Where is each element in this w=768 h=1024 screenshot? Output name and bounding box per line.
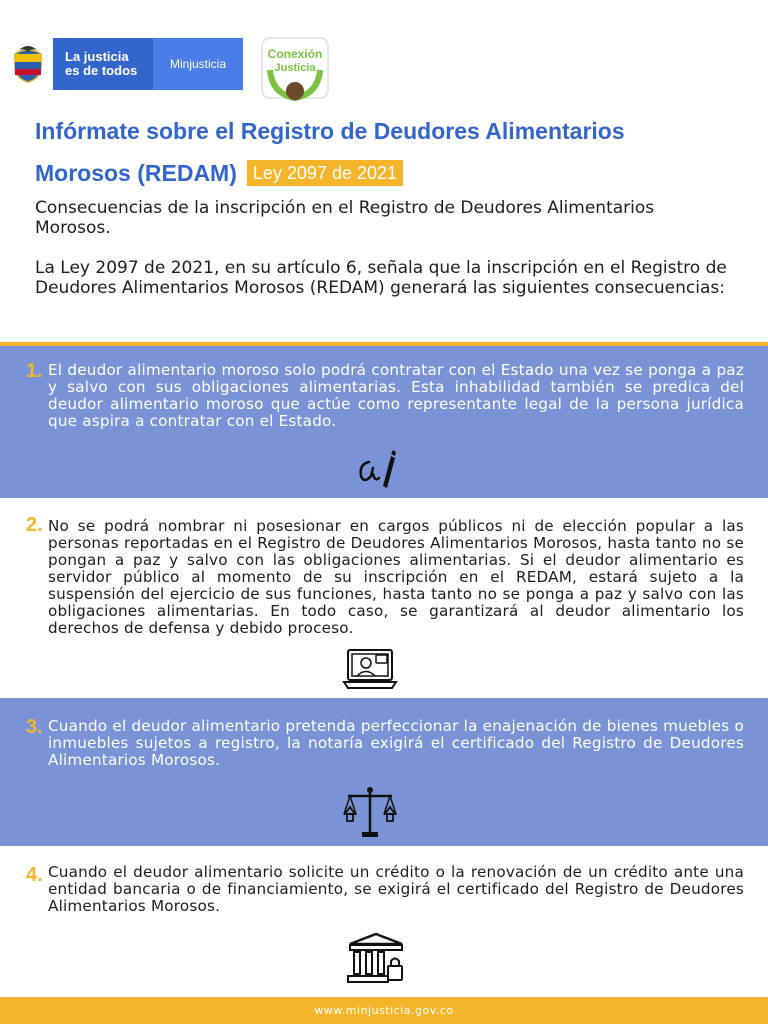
intro-paragraph-2: La Ley 2097 de 2021, en su artículo 6, señala que la inscripción en el Registro de Deudores Alimentarios Morosos (REDAM) generará las siguientes consecuencias: bbox=[35, 258, 727, 298]
signature-pen-icon bbox=[355, 450, 399, 494]
footer-url[interactable]: www.minjusticia.gov.co bbox=[0, 997, 768, 1024]
item-text: Cuando el deudor alimentario solicite un crédito o la renovación de un crédito ante una entidad bancaria o de financiamiento, se exigirá el certificado del Registro de Deudores Alimentarios Morosos. bbox=[48, 863, 744, 915]
title-line2: Morosos (REDAM) bbox=[35, 160, 237, 186]
item-text: No se podrá nombrar ni posesionar en cargos públicos ni de elección popular a las personas reportadas en el Registro de Deudores Alimentarios Morosos, hasta tanto no se pongan a paz y salvo con las obligaciones alimentarias. Si el deudor alimentario es servidor público al momento de su inscripción en el REDAM, estará sujeto a la suspensión del ejercicio de sus funciones, hasta tanto no se ponga a paz y salvo con las obligaciones alimentarias. En todo caso, se garantizará al deudor alimentario los derechos de defensa y debido proceso. bbox=[48, 517, 744, 637]
logo-line1: Conexión bbox=[267, 47, 323, 61]
item-number: 1. bbox=[26, 360, 43, 382]
government-logo-bar bbox=[3, 38, 243, 90]
scale-houses-icon bbox=[340, 784, 400, 844]
gov-slogan-line1: La justicia bbox=[65, 49, 129, 64]
consequence-item-3 bbox=[0, 698, 768, 846]
item-text: Cuando el deudor alimentario pretenda perfeccionar la enajenación de bienes muebles o inmuebles sujetos a registro, la notaría exigirá el certificado del Registro de Deudores Alimentarios Morosos. bbox=[48, 717, 744, 769]
colombia-coat-of-arms-icon bbox=[3, 38, 53, 90]
item-number: 3. bbox=[26, 716, 43, 738]
item-number: 4. bbox=[26, 864, 43, 886]
item-text: El deudor alimentario moroso solo podrá contratar con el Estado una vez se ponga a paz y salvo con sus obligaciones alimentarias. Esta inhabilidad también se predica del deudor alimentario moroso que actúe como representante legal de la persona jurídica que aspira a contratar con el Estado. bbox=[48, 361, 744, 430]
laptop-user-icon bbox=[342, 646, 398, 694]
gov-slogan bbox=[53, 38, 153, 90]
intro-text bbox=[35, 198, 735, 318]
title-line2-row bbox=[35, 152, 735, 194]
consequence-item-2 bbox=[0, 498, 768, 698]
gov-slogan-line2: es de todos bbox=[65, 63, 138, 78]
bank-lock-icon bbox=[346, 932, 406, 992]
conexion-justicia-logo bbox=[258, 36, 332, 102]
consequence-item-4 bbox=[0, 846, 768, 997]
consequence-item-1 bbox=[0, 346, 768, 498]
page-title bbox=[35, 110, 735, 194]
logo-line2: Justicia bbox=[274, 62, 316, 74]
intro-paragraph-1: Consecuencias de la inscripción en el Registro de Deudores Alimentarios Morosos. bbox=[35, 198, 655, 238]
law-badge: Ley 2097 de 2021 bbox=[247, 160, 403, 186]
item-number: 2. bbox=[26, 514, 43, 536]
ministry-label: Minjusticia bbox=[153, 38, 243, 90]
title-line1: Infórmate sobre el Registro de Deudores Alimentarios bbox=[35, 118, 625, 144]
